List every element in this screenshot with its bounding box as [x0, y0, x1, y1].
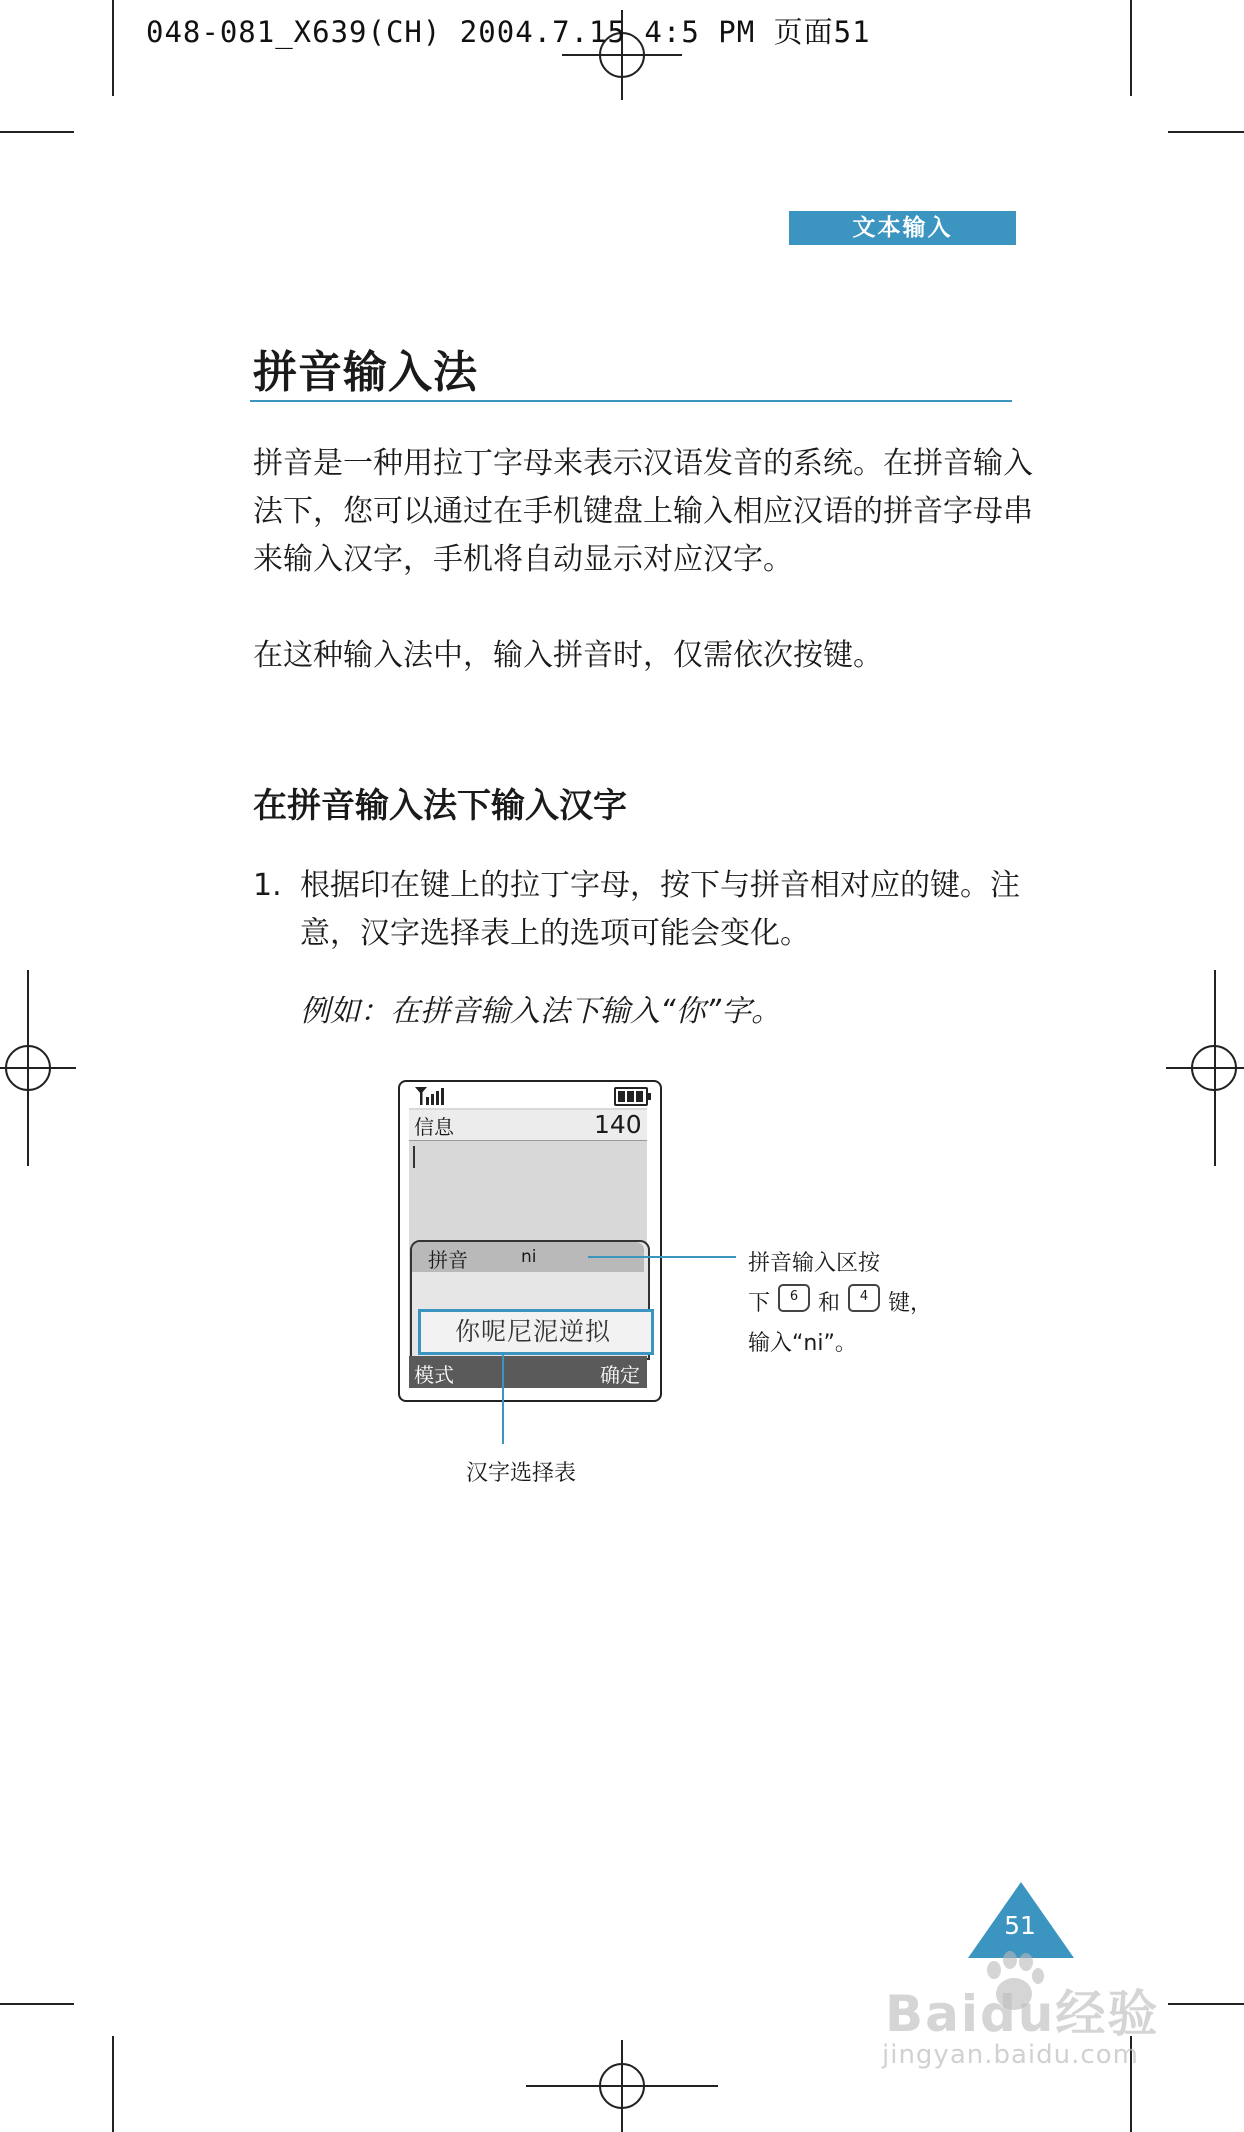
crop-mark — [1168, 131, 1244, 133]
candidate-characters: 你呢尼泥逆拟 — [454, 1317, 611, 1346]
title-rule — [250, 400, 1012, 402]
watermark-brand: Baidu经验 — [885, 1985, 1160, 2043]
message-label: 信息 — [414, 1115, 454, 1139]
section-tab: 文本输入 — [789, 211, 1016, 245]
page-title: 拼音输入法 — [253, 347, 478, 398]
crop-mark — [1168, 2003, 1244, 2005]
step-text: 根据印在键上的拉丁字母，按下与拼音相对应的键。注意，汉字选择表上的选项可能会变化。 — [300, 868, 1020, 951]
subheading: 在拼音输入法下输入汉字 — [253, 786, 627, 826]
pinyin-callout-text-b: 和 — [818, 1291, 841, 1316]
registration-mark-left — [0, 1020, 80, 1116]
candidate-callout: 汉字选择表 — [466, 1461, 577, 1486]
crop-mark — [0, 2003, 74, 2005]
registration-mark-bottom — [526, 2040, 718, 2132]
pinyin-mode-label: 拼音 — [428, 1248, 468, 1272]
note-paragraph: 在这种输入法中，输入拼音时，仅需依次按键。 — [253, 638, 883, 673]
page-number: 51 — [1004, 1911, 1036, 1940]
softkey-mode: 模式 — [414, 1363, 454, 1387]
pinyin-callout-line1: 拼音输入区按 — [748, 1251, 881, 1276]
intro-paragraph: 拼音是一种用拉丁字母来表示汉语发音的系统。在拼音输入法下，您可以通过在手机键盘上输入相应汉语的拼音字母串来输入汉字，手机将自动显示对应汉字。 — [253, 446, 1033, 577]
key-6-icon: 6 — [778, 1284, 810, 1312]
example-text: 例如：在拼音输入法下输入“你”字。 — [300, 994, 782, 1029]
pinyin-callout-line3: 输入“ni”。 — [748, 1331, 857, 1356]
softkey-confirm: 确定 — [600, 1363, 640, 1387]
pinyin-callout-text-a: 下 — [748, 1291, 771, 1316]
crop-mark — [112, 0, 114, 96]
crop-mark — [0, 131, 74, 133]
text-cursor — [413, 1146, 415, 1168]
signal-icon — [413, 1086, 447, 1106]
pinyin-value: ni — [521, 1247, 537, 1267]
step-number: 1. — [253, 868, 282, 903]
key-4-icon: 4 — [848, 1284, 880, 1312]
print-header: 048-081_X639(CH) 2004.7.15 4:5 PM 页面51 — [146, 15, 871, 49]
pinyin-callout — [748, 1244, 932, 1364]
registration-mark-right — [1166, 1020, 1244, 1116]
watermark-url: jingyan.baidu.com — [882, 2040, 1139, 2070]
char-counter: 140 — [594, 1110, 642, 1139]
callout-line-right — [588, 1256, 736, 1258]
pinyin-callout-line2 — [748, 1284, 932, 1324]
battery-icon — [614, 1087, 648, 1106]
crop-mark — [1130, 0, 1132, 96]
crop-mark — [112, 2036, 114, 2132]
pinyin-callout-text-c: 键， — [888, 1291, 933, 1316]
callout-line-bottom — [502, 1352, 504, 1444]
